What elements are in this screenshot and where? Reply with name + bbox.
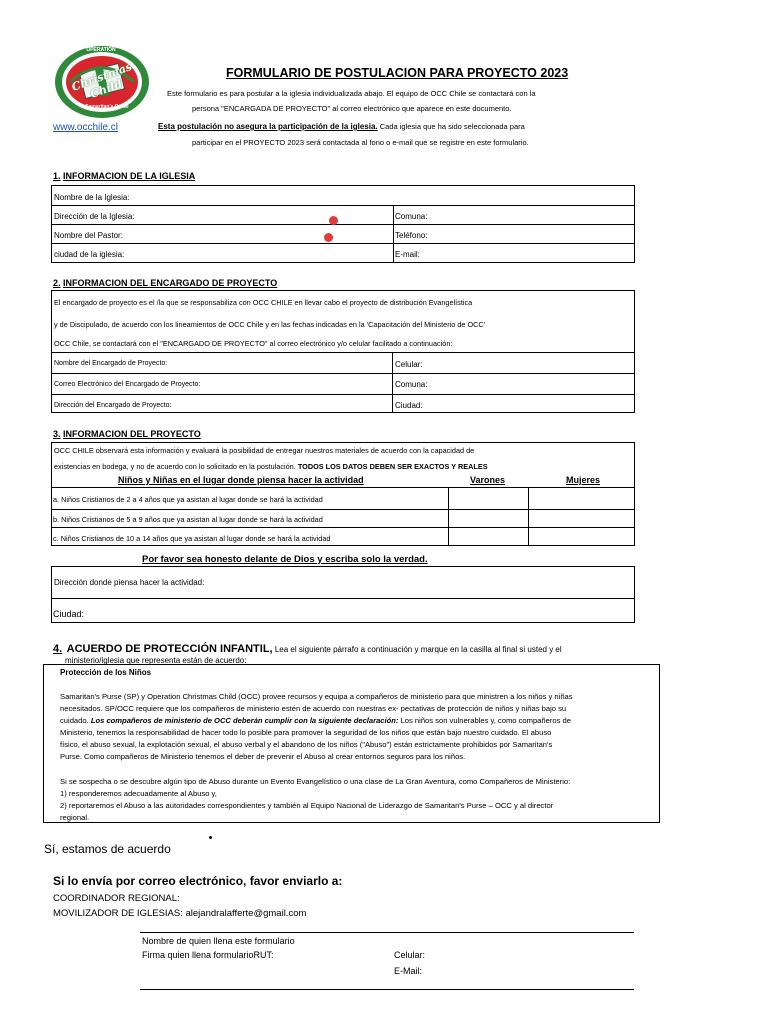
protection-para-1c: cuidado. Los compañeros de ministerio de OCC deberán cumplir con la siguiente declaración: Los niños son vulnerables y, como compañeros de — [60, 716, 571, 725]
mujeres-input-a[interactable] — [529, 488, 634, 508]
manager-email-field[interactable]: Correo Electrónico del Encargado de Proyecto: — [54, 381, 201, 388]
children-row-b: b. Niños Cristianos de 5 a 9 años que ya asistan al lugar donde se hará la actividad — [53, 515, 323, 524]
email-heading: Si lo envía por correo electrónico, favor enviarlo a: — [53, 874, 343, 888]
pastor-name-field[interactable]: Nombre del Pastor: — [54, 231, 123, 240]
church-city-field[interactable]: ciudad de la iglesia: — [54, 250, 125, 259]
church-address-field[interactable]: Dirección de la Iglesia: — [54, 212, 135, 221]
protection-para-1a: Samaritan's Purse (SP) y Operation Christmas Child (OCC) provee recursos y equipa a compañeros de ministerio para que ministren a los niños y niñas — [60, 692, 573, 701]
section2-text-3: OCC Chile, se contactará con el "ENCARGADO DE PROYECTO" al correo electrónico y/o celular facilitado a continuación: — [54, 339, 453, 348]
children-row-a: a. Niños Cristianos de 2 a 4 años que ya asistan al lugar donde se hará la actividad — [53, 495, 323, 504]
logo-main-text: Christmas Child — [69, 60, 134, 101]
section2-text-2: y de Discipulado, de acuerdo con los lineamientos de OCC Chile y en las fechas indicadas en la 'Capacitación del Ministerio de OCC' — [54, 320, 486, 329]
manager-comuna-field[interactable]: Comuna: — [395, 380, 428, 389]
section1-heading: 1. INFORMACION DE LA IGLESIA — [53, 171, 196, 181]
intro-line-2: persona "ENCARGADA DE PROYECTO" al correo electrónico que aparece en este documento. — [192, 104, 512, 113]
varones-column-header: Varones — [470, 475, 506, 485]
church-email-field[interactable]: E-mail: — [395, 250, 420, 259]
varones-input-a[interactable] — [449, 488, 527, 508]
form-title: FORMULARIO DE POSTULACION PARA PROYECTO 2023 — [226, 66, 569, 80]
church-comuna-field[interactable]: Comuna: — [395, 212, 428, 221]
occ-logo — [52, 44, 152, 120]
activity-city-field[interactable]: Ciudad: — [53, 609, 85, 619]
section4-lead-2: ministerio/iglesia que representa están de acuerdo: — [65, 656, 247, 665]
manager-address-field[interactable]: Dirección del Encargado de Proyecto: — [54, 402, 172, 409]
section3-text-2: existencias en bodega, y no de acuerdo con lo solicitado en la postulación. TODOS LOS DATOS DEBEN SER EXACTOS Y REALES — [54, 462, 488, 471]
mobilizer-line: MOVILIZADOR DE IGLESIAS: alejandralafferte@gmail.com — [53, 908, 307, 919]
church-phone-field[interactable]: Teléfono: — [395, 231, 428, 240]
intro-disclaimer: Esta postulación no asegura la participación de la iglesia. — [158, 122, 378, 131]
agree-statement[interactable]: Sí, estamos de acuerdo — [44, 842, 171, 856]
intro-line-1: Este formulario es para postular a la iglesia individualizada abajo. El equipo de OCC Chile se contactará con la — [167, 89, 536, 98]
protection-para-2b: 1) responderemos adecuadamente al Abuso y, — [60, 789, 217, 798]
section3-heading: 3. INFORMACION DEL PROYECTO — [53, 429, 201, 439]
children-row-c: c. Niños Cristianos de 10 a 14 años que ya asistan al lugar donde se hará la actividad — [53, 534, 331, 543]
section3-text-1: OCC CHILE observará esta información y evaluará la posibilidad de entregar nuestros materiales de acuerdo con la capacidad de — [54, 446, 475, 455]
marker-dot — [324, 233, 333, 242]
children-column-header: Niños y Niñas en el lugar donde piensa hacer la actividad — [118, 475, 364, 485]
protection-para-2d: regional. — [60, 813, 90, 822]
manager-city-field[interactable]: Ciudad: — [395, 401, 423, 410]
protection-para-2c: 2) reportaremos el Abuso a las autoridades correspondientes y también al Equipo Nacional de Liderazgo de Samaritan's Purse – OCC y al director — [60, 801, 554, 810]
filler-name-field[interactable]: Nombre de quien llena este formulario — [142, 936, 295, 946]
protection-para-1e: físico, el abuso sexual, la explotación sexual, el abuso verbal y el abandono de los niños ("Abuso") están estrictamente prohibidos por Samaritan's — [60, 740, 553, 749]
church-name-field[interactable]: Nombre de la Iglesia: — [54, 193, 130, 202]
varones-input-c[interactable] — [449, 528, 527, 545]
manager-name-field[interactable]: Nombre del Encargado de Proyecto: — [54, 360, 168, 367]
intro-line-4: participar en el PROYECTO 2023 será contactada al fono o e-mail que se registre en este formulario. — [192, 138, 529, 147]
protection-para-2a: Si se sospecha o se descubre algún tipo de Abuso durante un Evento Evangelístico o una clase de La Gran Aventura, como Compañeros de Ministerio: — [60, 777, 571, 786]
activity-address-table — [51, 566, 635, 623]
section2-heading: 2. INFORMACION DEL ENCARGADO DE PROYECTO — [53, 278, 278, 288]
agree-checkbox-mark[interactable] — [209, 836, 212, 839]
mujeres-input-c[interactable] — [529, 528, 634, 545]
intro-line-3-rest: Cada iglesia que ha sido seleccionada para — [377, 122, 525, 131]
marker-dot — [329, 216, 338, 225]
protection-para-1b: necesitados. SP/OCC requiere que los compañeros de ministerio estén de acuerdo con nuestras ex- pectativas de protección de niños y niñas bajo su — [60, 704, 567, 713]
filler-email-field[interactable]: E-Mail: — [394, 966, 423, 976]
activity-address-field[interactable]: Dirección donde piensa hacer la actividad: — [54, 578, 205, 587]
filler-signature-field[interactable]: Firma quien llena formularioRUT: — [142, 950, 274, 960]
varones-input-b[interactable] — [449, 510, 527, 526]
child-protection-title: Protección de los Niños — [60, 668, 152, 677]
logo-bottom-text: Samaritan's Purse — [85, 104, 129, 110]
filler-cell-field[interactable]: Celular: — [394, 950, 426, 960]
protection-para-1d: Ministerio, tenemos la responsabilidad de hacer todo lo posible para promover la seguridad de los niños que están bajo nuestro cuidado. El abuso — [60, 728, 552, 737]
protection-para-1f: Purse. Como compañeros de Ministerio tenemos el deber de prevenir el Abuso al crear entornos seguros para los niños. — [60, 752, 466, 761]
mujeres-column-header: Mujeres — [566, 475, 601, 485]
coordinator-line: COORDINADOR REGIONAL: — [53, 893, 180, 904]
mujeres-input-b[interactable] — [529, 510, 634, 526]
honesty-note: Por favor sea honesto delante de Dios y escriba solo la verdad. — [142, 554, 428, 565]
website-link[interactable]: www.occhile.cl — [53, 122, 119, 133]
logo-top-text: OPERATION — [86, 47, 116, 53]
manager-cell-field[interactable]: Celular: — [395, 360, 423, 369]
intro-line-3 — [158, 122, 525, 131]
section2-text-1: El encargado de proyecto es el /la que se responsabiliza con OCC CHILE en llevar cabo el proyecto de distribución Evangelística — [54, 298, 473, 307]
section4-heading: 4. ACUERDO DE PROTECCIÓN INFANTIL, Lea el siguiente párrafo a continuación y marque en la casilla al final si usted y el — [53, 643, 562, 655]
